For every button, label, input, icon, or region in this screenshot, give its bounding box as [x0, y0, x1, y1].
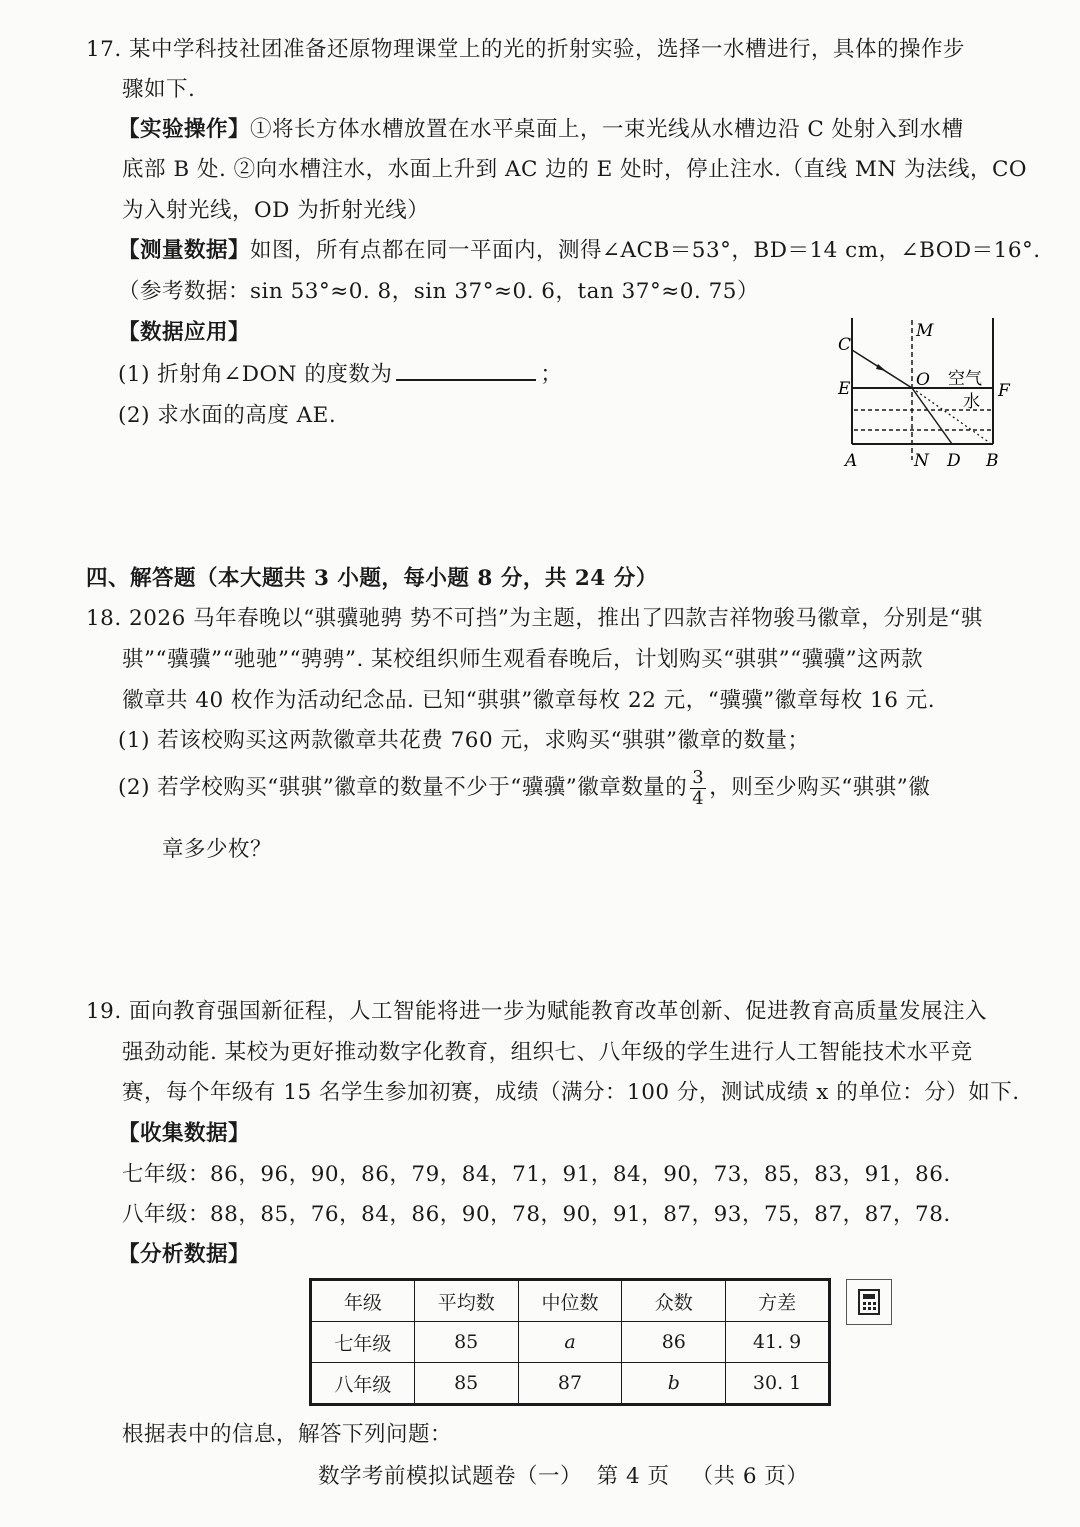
fraction-denominator: 4 — [692, 787, 705, 809]
q18-sub2-end: ，则至少购买“骐骐”徽 — [709, 775, 931, 800]
table-row — [311, 1322, 830, 1363]
meas-heading: 【测量数据】 — [118, 238, 251, 263]
q19-line3: 赛，每个年级有 15 名学生参加初赛，成绩（满分：100 分，测试成绩 x 的单位：分）如下. — [122, 1080, 1020, 1105]
refraction-figure — [830, 310, 1030, 475]
fraction — [690, 768, 706, 809]
q19-after-table: 根据表中的信息，解答下列问题： — [122, 1422, 453, 1447]
table-header: 中位数 — [518, 1280, 622, 1322]
table-cell: 85 — [414, 1363, 518, 1405]
label-m: M — [916, 321, 934, 341]
q17-op-line2: 底部 B 处. ②向水槽注水，水面上升到 AC 边的 E 处时，停止注水.（直线 MN 为法线，CO — [122, 157, 1028, 182]
table-cell: 85 — [414, 1322, 518, 1363]
q17-sub1 — [118, 357, 562, 388]
fraction-numerator: 3 — [692, 766, 705, 788]
table-cell: 86 — [622, 1322, 726, 1363]
q19-line2: 强劲动能. 某校为更好推动数字化教育，组织七、八年级的学生进行人工智能技术水平竞 — [122, 1040, 973, 1065]
q17-sub1-text: (1) 折射角∠DON 的度数为 — [118, 362, 393, 387]
table-cell: a — [518, 1322, 622, 1363]
app-heading: 【数据应用】 — [118, 320, 251, 345]
page-footer: 数学考前模拟试题卷（一） 第 4 页 （共 6 页） — [318, 1464, 809, 1489]
table-header: 众数 — [622, 1280, 726, 1322]
q18-sub2-line2: 章多少枚？ — [162, 837, 273, 862]
table-header: 年级 — [311, 1280, 415, 1322]
table-header: 平均数 — [414, 1280, 518, 1322]
table-cell: 87 — [518, 1363, 622, 1405]
table-cell: b — [622, 1363, 726, 1405]
op-heading: 【实验操作】 — [118, 117, 251, 142]
q19-line1: 19. 面向教育强国新征程，人工智能将进一步为赋能教育改革创新、促进教育高质量发展注入 — [86, 999, 988, 1024]
q18-sub1: (1) 若该校购买这两款徽章共花费 760 元，求购买“骐骐”徽章的数量； — [118, 728, 810, 753]
q17-op-line1 — [118, 112, 964, 143]
label-air: 空气 — [948, 369, 982, 389]
label-e: E — [838, 379, 851, 399]
collect-heading: 【收集数据】 — [118, 1121, 251, 1146]
label-d: D — [947, 451, 961, 471]
q18-line3: 徽章共 40 枚作为活动纪念品. 已知“骐骐”徽章每枚 22 元，“骥骥”徽章每枚 16 元. — [122, 688, 936, 713]
q18-line1: 18. 2026 马年春晚以“骐骥驰骋 势不可挡”为主题，推出了四款吉祥物骏马徽章，分别是“骐 — [86, 606, 983, 631]
label-c: C — [838, 335, 852, 355]
table-cell: 七年级 — [311, 1322, 415, 1363]
calculator-icon — [846, 1279, 892, 1325]
table-header-row — [311, 1280, 830, 1322]
label-o: O — [916, 370, 930, 390]
label-b: B — [986, 451, 999, 471]
stats-table — [309, 1278, 831, 1406]
table-cell: 41. 9 — [726, 1322, 830, 1363]
table-header: 方差 — [726, 1280, 830, 1322]
section-heading: 四、解答题（本大题共 3 小题，每小题 8 分，共 24 分） — [86, 566, 658, 591]
q17-op-line3: 为入射光线，OD 为折射光线） — [122, 198, 430, 223]
label-a: A — [845, 451, 858, 471]
q17-sub1-end: ； — [540, 362, 563, 387]
label-f: F — [998, 381, 1010, 401]
table-cell: 八年级 — [311, 1363, 415, 1405]
grade8-data: 八年级：88，85，76，84，86，90，78，90，91，87，93，75，87，87，78. — [122, 1202, 951, 1227]
q17-line1: 17. 某中学科技社团准备还原物理课堂上的光的折射实验，选择一水槽进行，具体的操作步 — [86, 37, 966, 62]
meas-text-1: 如图，所有点都在同一平面内，测得∠ACB＝53°，BD＝14 cm，∠BOD＝16°. — [250, 238, 1041, 263]
q17-meas-line2: （参考数据：sin 53°≈0. 8，sin 37°≈0. 6，tan 37°≈0. 75） — [118, 279, 759, 304]
q17-sub2: (2) 求水面的高度 AE. — [118, 403, 337, 428]
label-water: 水 — [963, 392, 980, 412]
q17-meas-line1 — [118, 233, 1041, 264]
q17-line2: 骤如下. — [122, 77, 196, 102]
answer-blank — [396, 361, 536, 381]
q18-sub2 — [118, 766, 930, 810]
grade7-data: 七年级：86，96，90，86，79，84，71，91，84，90，73，85，83，91，86. — [122, 1162, 951, 1187]
analyze-heading: 【分析数据】 — [118, 1242, 251, 1267]
table-cell: 30. 1 — [726, 1363, 830, 1405]
table-row — [311, 1363, 830, 1405]
q18-sub2-text: (2) 若学校购买“骐骐”徽章的数量不少于“骥骥”徽章数量的 — [118, 775, 688, 800]
q18-line2: 骐”“骥骥”“驰驰”“骋骋”. 某校组织师生观看春晚后，计划购买“骐骐”“骥骥”这两款 — [122, 647, 924, 672]
label-n: N — [914, 451, 929, 471]
op-text-1: ①将长方体水槽放置在水平桌面上，一束光线从水槽边沿 C 处射入到水槽 — [250, 117, 964, 142]
